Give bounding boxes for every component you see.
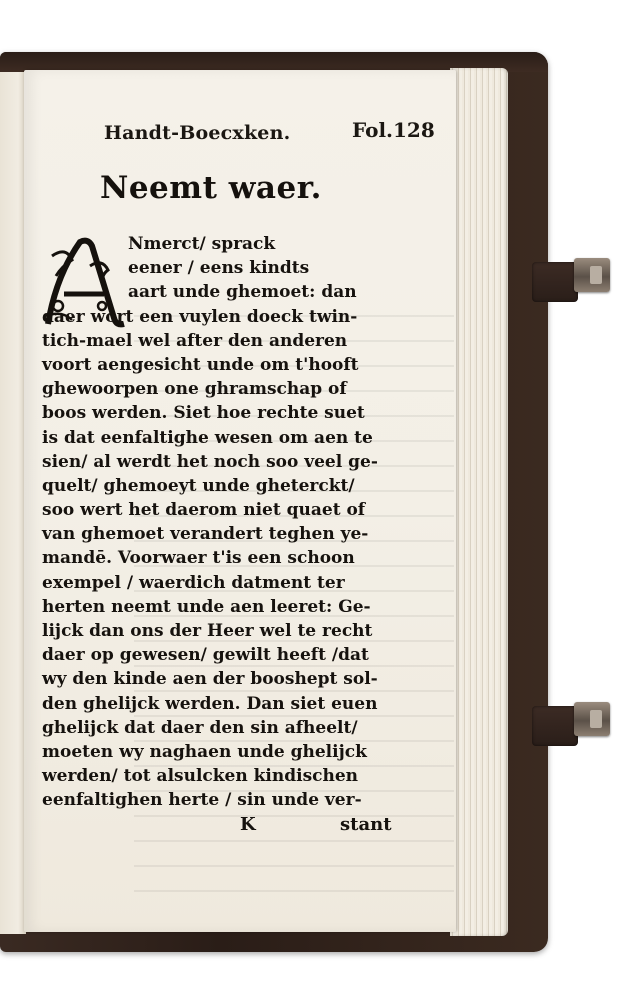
clasp-strap [532, 262, 578, 302]
text-line: boos werden. Siet hoe rechte suet [42, 403, 365, 424]
clasp-pin [590, 266, 602, 284]
text-line: is dat eenfaltighe wesen om aen te [42, 427, 373, 448]
text-line: aart unde ghemoet: dan [128, 282, 357, 303]
body-text [42, 232, 382, 813]
clasp-pin [590, 710, 602, 728]
text-line: daer op gewesen/ gewilt heeft /dat [42, 645, 369, 666]
text-line: voort aengesicht unde om t'hooft [42, 354, 359, 375]
running-head: Handt-Boecxken. [104, 122, 291, 144]
text-line: herten neemt unde aen leeret: Ge- [42, 596, 371, 617]
section-title: Neemt waer. [100, 170, 322, 206]
text-line: Nmerct/ sprack [128, 234, 276, 254]
text-line: mandē. Voorwaer t'is een schoon [42, 548, 355, 569]
upper-clasp [532, 252, 610, 312]
text-line: exempel / waerdich datment ter [42, 572, 345, 593]
text-line: moeten wy naghaen unde ghelijck [42, 741, 367, 762]
catchword: stant [340, 814, 392, 835]
folio-number: Fol.128 [352, 118, 435, 142]
text-line: werden/ tot alsulcken kindischen [42, 766, 359, 787]
text-line: ghelijck dat daer den sin afheelt/ [42, 717, 358, 738]
text-line: van ghemoet verandert teghen ye- [42, 524, 369, 545]
text-line: wy den kinde aen der booshept sol- [42, 669, 378, 690]
text-line: den ghelijck werden. Dan siet euen [42, 693, 378, 714]
page-edges [450, 68, 508, 936]
text-line: lijck dan ons der Heer wel te recht [42, 621, 373, 641]
lower-clasp [532, 696, 610, 756]
text-line: ghewoorpen one ghramschap of [42, 379, 347, 400]
text-line: soo wert het daerom niet quaet of [42, 500, 366, 521]
text-line: eener / eens kindts [128, 258, 310, 279]
text-line: eenfaltighen herte / sin unde ver- [42, 790, 362, 811]
clasp-strap [532, 706, 578, 746]
text-line: daer wort een vuylen doeck twin- [42, 306, 358, 327]
text-line: quelt/ ghemoeyt unde gheterckt/ [42, 475, 355, 496]
text-line: sien/ al werdt het noch soo veel ge- [42, 451, 378, 472]
text-line: tich-mael wel after den anderen [42, 330, 348, 351]
signature-mark: K [240, 814, 256, 835]
left-page-fragment [0, 72, 26, 934]
